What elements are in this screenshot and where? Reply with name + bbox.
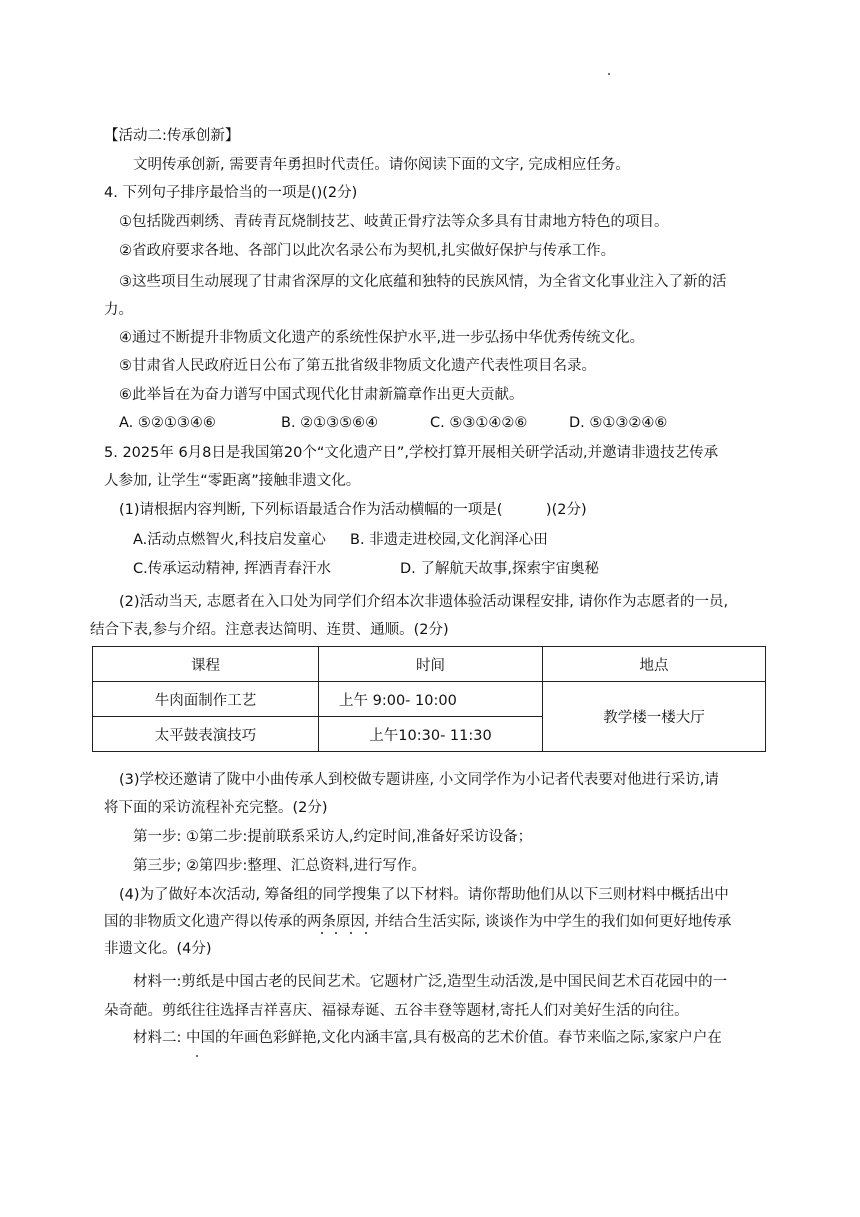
- q4-sentence-6: ⑥此举旨在为奋力谱写中国式现代化甘肃新篇章作出更大贡献。: [119, 387, 524, 403]
- scan-speck-top: [608, 73, 610, 75]
- material-1-line2: 朵奇葩。剪纸往往选择吉祥喜庆、福禄寿诞、五谷丰登等题材,寄托人们对美好生活的向往。: [104, 1003, 689, 1019]
- intro-text: 文明传承创新, 需要青年勇担时代责任。请你阅读下面的文字, 完成相应任务。: [133, 157, 630, 173]
- q4-option-b: B. ②①③⑤⑥④: [281, 415, 379, 431]
- scan-speck-bottom: [196, 1055, 198, 1057]
- material-1-line1: 材料一:剪纸是中国古老的民间艺术。它题材广泛,造型生动活泼,是中国民间艺术百花园中的一: [133, 974, 728, 990]
- table-row: [93, 682, 766, 717]
- q4-sentence-3: ③这些项目生动展现了甘肃省深厚的文化底蕴和独特的民族风情，为全省文化事业注入了新的活: [119, 274, 727, 290]
- q5-p2-line2: 结合下表,参与介绍。注意表达简明、连贯、通顺。(2分): [90, 622, 449, 638]
- q5-p3-line1: (3)学校还邀请了陇中小曲传承人到校做专题讲座, 小文同学作为小记者代表要对他进行采访,请: [119, 772, 719, 788]
- q4-sentence-2: ②省政府要求各地、各部门以此次名录公布为契机,扎实做好保护与传承工作。: [119, 243, 616, 259]
- emphasis-dot: [335, 932, 337, 934]
- q5-p2-line1: (2)活动当天, 志愿者在入口处为同学们介绍本次非遗体验活动课程安排, 请你作为志愿者的一员,: [119, 594, 729, 610]
- q5-p3-line2: 将下面的采访流程补充完整。(2分): [104, 800, 328, 816]
- emphasis-dot: [365, 932, 367, 934]
- q5-p1-option-a: A.活动点燃智火,科技启发童心: [133, 532, 326, 548]
- q5-p3-step-b: 第三步; ②第四步:整理、汇总资料,进行写作。: [133, 858, 426, 874]
- cell-location: 教学楼一楼大厅: [543, 682, 766, 752]
- q5-p4-line1: (4)为了做好本次活动, 筹备组的同学搜集了以下材料。请你帮助他们从以下三则材料中概括出中: [119, 887, 729, 903]
- q4-stem: 4. 下列句子排序最恰当的一项是()(2分): [104, 185, 358, 201]
- cell-course: 太平鼓表演技巧: [93, 717, 319, 752]
- q5-p1-stem: (1)请根据内容判断, 下列标语最适合作为活动横幅的一项是( )(2分): [119, 502, 587, 518]
- cell-time: 上午 9:00- 10:00: [319, 682, 543, 717]
- q4-sentence-1: ①包括陇西刺绣、青砖青瓦烧制技艺、岐黄正骨疗法等众多具有甘肃地方特色的项目。: [119, 214, 669, 230]
- table-header-row: [93, 647, 766, 682]
- q5-p1-option-c: C.传承运动精神, 挥洒青春汗水: [133, 561, 331, 577]
- q5-p3-step-a: 第一步: ①第二步:提前联系采访人,约定时间,准备好采访设备；: [133, 829, 533, 845]
- q4-option-c: C. ⑤③①④②⑥: [430, 415, 528, 431]
- q5-stem-line2: 人参加, 让学生“零距离”接触非遗文化。: [104, 473, 361, 489]
- cell-course: 牛肉面制作工艺: [93, 682, 319, 717]
- q5-p4-line2: 国的非物质文化遗产得以传承的两条原因, 并结合生活实际, 谈谈作为中学生的我们如何更好地传承: [104, 914, 732, 930]
- q4-sentence-3-cont: 力。: [104, 302, 133, 318]
- header-time: 时间: [319, 647, 543, 682]
- header-course: 课程: [93, 647, 319, 682]
- q4-option-d: D. ⑤①③②④⑥: [569, 415, 668, 431]
- q5-p1-option-d: D. 了解航天故事,探索宇宙奥秘: [400, 561, 599, 577]
- schedule-table: [92, 646, 766, 752]
- q5-stem-line1: 5. 2025年 6月8日是我国第20个“文化遗产日”,学校打算开展相关研学活动,并邀请非遗技艺传承: [104, 445, 719, 461]
- section-title: 【活动二:传承创新】: [104, 128, 240, 144]
- material-2-line1: 材料二: 中国的年画色彩鲜艳,文化内涵丰富,具有极高的艺术价值。春节来临之际,家家户户在: [133, 1030, 722, 1046]
- q5-p4-line3: 非遗文化。(4分): [104, 941, 212, 957]
- cell-time: 上午10:30- 11:30: [319, 717, 543, 752]
- q5-p1-option-b: B. 非遗走进校园,文化润泽心田: [350, 532, 548, 548]
- emphasis-dot: [350, 932, 352, 934]
- q4-option-a: A. ⑤②①③④⑥: [119, 415, 216, 431]
- header-location: 地点: [543, 647, 766, 682]
- q4-sentence-4: ④通过不断提升非物质文化遗产的系统性保护水平,进一步弘扬中华优秀传统文化。: [119, 330, 645, 346]
- q4-sentence-5: ⑤甘肃省人民政府近日公布了第五批省级非物质文化遗产代表性项目名录。: [119, 358, 596, 374]
- emphasis-dot: [321, 932, 323, 934]
